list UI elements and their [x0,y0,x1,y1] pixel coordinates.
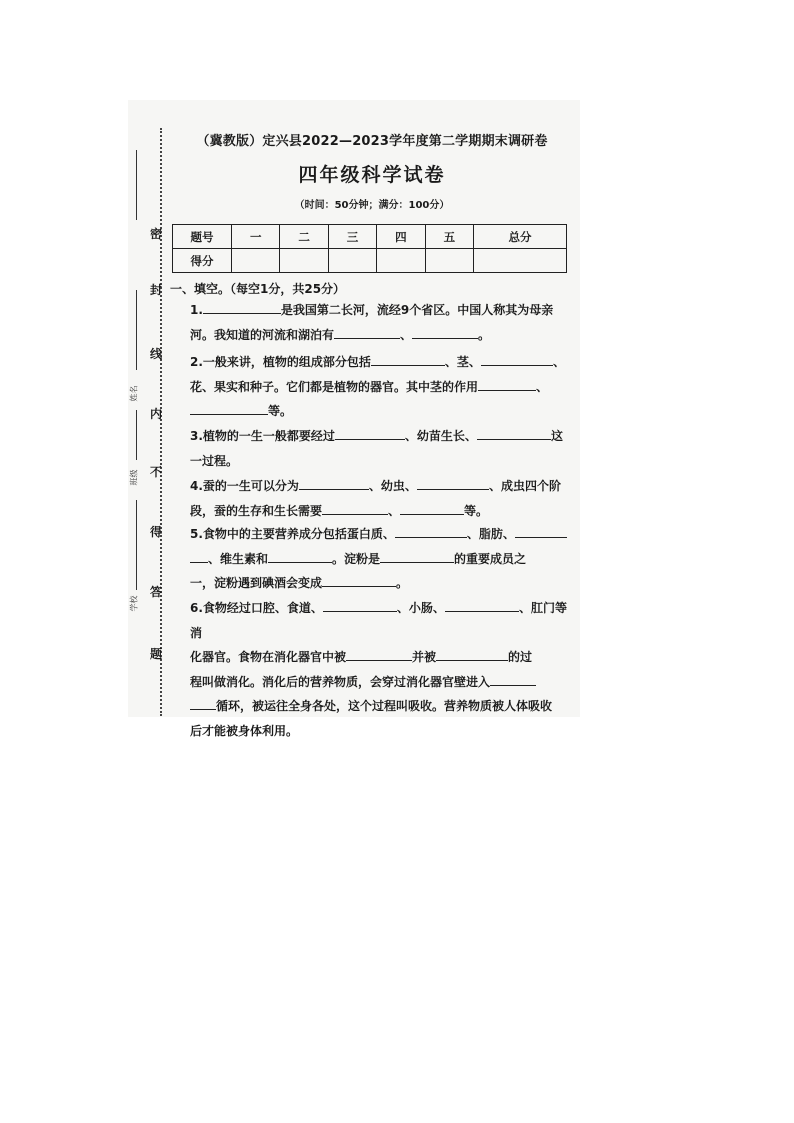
q-text: 段，蚕的生存和生长需要 [190,503,323,518]
q-text: 后才能被身体利用。 [190,723,299,738]
q-text: 的重要成员之 [454,551,527,566]
score-input-cell[interactable] [425,249,473,273]
exam-subtitle: （时间：50分钟；满分：100分） [294,200,450,211]
q-text: 一过程。 [190,453,239,468]
q-text: 、幼苗生长、 [404,429,477,443]
answer-blank[interactable] [515,523,567,538]
seal-char: 不 [150,465,163,479]
q-text: 3.植物的一生一般都要经过 [190,429,335,443]
answer-blank[interactable] [481,351,553,366]
seal-char: 内 [150,407,163,421]
q-text: 。淀粉是 [332,551,381,566]
question-3 [190,424,570,473]
answer-blank[interactable] [335,425,405,440]
q-text: 、 [400,327,413,342]
q-text: 化器官。食物在消化器官中被 [190,650,347,664]
q-text: 等。 [464,503,489,518]
answer-blank[interactable] [490,671,536,686]
answer-blank-continued[interactable] [190,695,216,710]
answer-blank[interactable] [371,351,445,366]
answer-blank[interactable] [417,475,489,490]
q-text: 1. [190,303,203,317]
answer-blank[interactable] [190,400,268,415]
table-cell: 二 [280,225,328,249]
answer-blank[interactable] [322,572,396,587]
table-cell: 三 [328,225,376,249]
table-cell: 五 [425,225,473,249]
seal-char: 密 [150,227,163,241]
q-text: 5.食物中的主要营养成分包括蛋白质、 [190,527,395,541]
answer-blank[interactable] [322,500,388,515]
score-input-cell[interactable] [328,249,376,273]
score-input-cell[interactable] [474,249,567,273]
question-2 [190,350,570,424]
answer-blank[interactable] [478,376,536,391]
seal-char: 封 [150,283,163,297]
q-text: 、 [388,503,401,518]
seal-char: 得 [150,525,163,539]
q-text: 花、果实和种子。它们都是植物的器官。其中茎的作用 [190,379,479,394]
answer-blank-continued[interactable] [190,548,208,563]
answer-blank[interactable] [346,646,412,661]
name-label: 姓名 [129,385,139,402]
q-text: 、茎、 [444,355,481,369]
seal-char: 线 [150,347,163,361]
table-cell: 得分 [173,249,232,273]
q-text: 河。我知道的河流和湖泊有 [190,327,335,342]
answer-blank[interactable] [477,425,551,440]
question-5 [190,522,570,596]
answer-blank[interactable] [299,475,369,490]
q-text: 6.食物经过口腔、食道、 [190,601,323,615]
q-text: 、维生素和 [208,551,269,566]
margin-rule [136,500,137,590]
q-text: 、幼虫、 [368,479,417,493]
class-label: 班级 [129,469,139,486]
score-input-cell[interactable] [232,249,280,273]
seal-dotted-line [160,128,162,716]
q-text: 、脂肪、 [466,527,515,541]
q-text: 2.一般来讲，植物的组成部分包括 [190,355,371,369]
q-text: 、小肠、 [396,601,445,615]
q-text: 循环，被运往全身各处，这个过程叫吸收。营养物质被人体吸收 [216,699,553,713]
table-cell: 一 [232,225,280,249]
q-text: 一，淀粉遇到碘酒会变成 [190,576,323,590]
q-text: 、肛门等消 [190,601,567,640]
table-cell: 题号 [173,225,232,249]
answer-blank[interactable] [268,548,332,563]
school-label: 学校 [129,595,139,612]
q-text: 4.蚕的一生可以分为 [190,479,299,493]
score-input-cell[interactable] [280,249,328,273]
seal-char: 答 [150,585,163,599]
q-text: 这 [550,429,563,443]
answer-blank[interactable] [203,299,281,314]
q-text: 、 [552,355,565,369]
answer-blank[interactable] [334,324,400,339]
answer-blank[interactable] [323,597,397,612]
answer-blank[interactable] [380,548,454,563]
q-text: 的过 [508,650,533,664]
margin-rule [136,150,137,220]
score-input-cell[interactable] [377,249,425,273]
score-table [172,224,567,273]
answer-blank[interactable] [412,324,478,339]
table-cell: 总分 [474,225,567,249]
q-text: 等。 [268,404,293,418]
q-text: 。 [396,576,409,590]
score-table-header-row [173,225,567,249]
answer-blank[interactable] [436,646,508,661]
q-text: 、成虫四个阶 [488,479,561,493]
q-text: 是我国第二长河，流经9个省区。中国人称其为母亲 [280,303,554,317]
question-4 [190,474,570,523]
question-1 [190,298,570,347]
margin-rule [136,410,137,460]
answer-blank[interactable] [445,597,519,612]
q-text: 并被 [412,650,437,664]
question-6 [190,596,570,743]
table-cell: 四 [377,225,425,249]
q-text: 。 [478,327,491,342]
exam-title: 四年级科学试卷 [298,164,446,186]
exam-header: （冀教版）定兴县2022—2023学年度第二学期期末调研卷 [196,134,548,149]
answer-blank[interactable] [395,523,467,538]
score-table-score-row [173,249,567,273]
q-text: 、 [536,379,549,394]
answer-blank[interactable] [400,500,464,515]
section-heading: 一、填空。（每空1分，共25分） [170,282,346,296]
seal-char: 题 [150,647,163,661]
q-text: 程叫做消化。消化后的营养物质，会穿过消化器官壁进入 [190,674,491,689]
margin-rule [136,290,137,370]
